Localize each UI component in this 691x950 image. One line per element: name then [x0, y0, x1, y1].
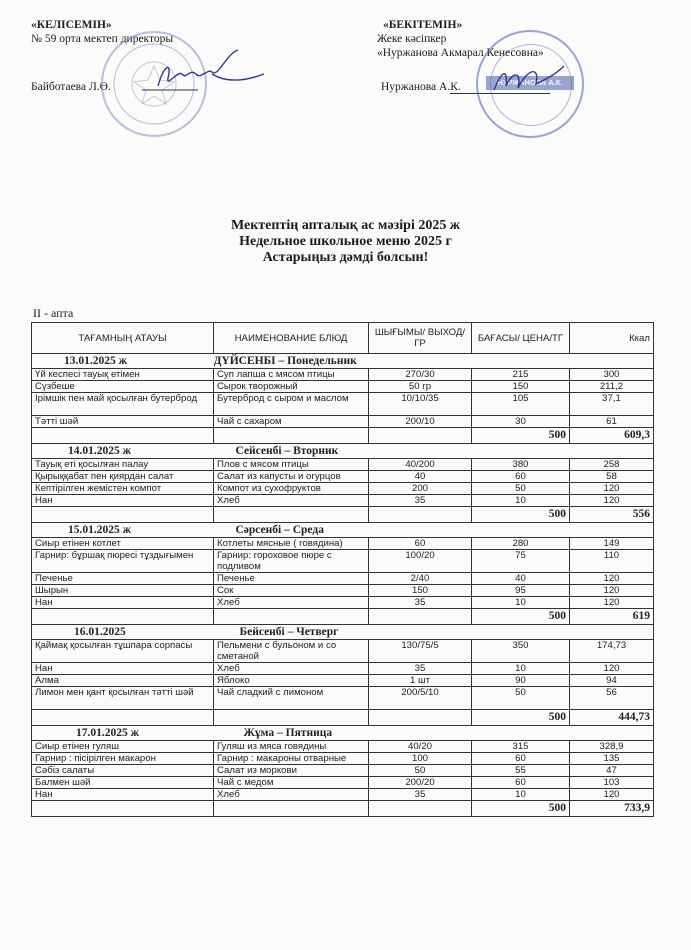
dish-kz: Нан: [32, 789, 214, 801]
dish-ru: Хлеб: [214, 495, 369, 507]
table-row: [32, 741, 654, 753]
dish-kcal: 149: [570, 538, 654, 550]
dish-output: 130/75/5: [369, 640, 472, 663]
dish-output: 200/5/10: [369, 687, 472, 710]
dish-price: 105: [472, 393, 570, 416]
day-row: [32, 354, 654, 369]
dish-kz: Алма: [32, 675, 214, 687]
dish-price: 150: [472, 381, 570, 393]
dish-ru: Сырок творожный: [214, 381, 369, 393]
table-row: [32, 640, 654, 663]
dish-kz: Ірімшік пен май қосылған бутерброд: [32, 393, 214, 416]
dish-price: 95: [472, 585, 570, 597]
table-row: [32, 777, 654, 789]
dish-price: 75: [472, 550, 570, 573]
dish-output: 1 шт: [369, 675, 472, 687]
total-row: [32, 507, 654, 523]
table-row: [32, 459, 654, 471]
dish-kcal: 120: [570, 663, 654, 675]
menu-table: [31, 322, 654, 817]
table-row: [32, 495, 654, 507]
approve-right-signer: Нуржанова А.К.: [381, 81, 461, 93]
approve-right-position: Жеке кәсіпкер: [377, 33, 447, 45]
title-wish: Астарыңыз дәмді болсын!: [262, 250, 429, 265]
dish-kcal: 47: [570, 765, 654, 777]
day-name: Сейсенбі – Вторник: [214, 444, 472, 459]
col-output: ШЫҒЫМЫ/ ВЫХОД/ГР: [369, 323, 472, 354]
dish-kcal: 135: [570, 753, 654, 765]
dish-kcal: 120: [570, 585, 654, 597]
dish-output: 200/20: [369, 777, 472, 789]
dish-output: 270/30: [369, 369, 472, 381]
dish-kz: Шырын: [32, 585, 214, 597]
dish-ru: Бутерброд с сыром и маслом: [214, 393, 369, 416]
dish-kz: Үй кеспесі тауық етімен: [32, 369, 214, 381]
dish-kcal: 120: [570, 483, 654, 495]
dish-price: 50: [472, 687, 570, 710]
dish-price: 90: [472, 675, 570, 687]
total-row: [32, 801, 654, 817]
table-row: [32, 483, 654, 495]
day-date: 14.01.2025 ж: [32, 444, 214, 459]
dish-ru: Пельмени с бульоном и со сметаной: [214, 640, 369, 663]
dish-output: 100/20: [369, 550, 472, 573]
dish-price: 350: [472, 640, 570, 663]
col-price: БАҒАСЫ/ ЦЕНА/ТГ: [472, 323, 570, 354]
dish-ru: Хлеб: [214, 597, 369, 609]
dish-kz: Балмен шәй: [32, 777, 214, 789]
dish-kcal: 300: [570, 369, 654, 381]
dish-output: 40: [369, 471, 472, 483]
dish-output: 100: [369, 753, 472, 765]
dish-price: 10: [472, 789, 570, 801]
table-row: [32, 765, 654, 777]
table-row: [32, 675, 654, 687]
total-kcal: 733,9: [570, 801, 654, 817]
day-date: 16.01.2025: [32, 625, 214, 640]
table-row: [32, 393, 654, 416]
table-row: [32, 687, 654, 710]
dish-output: 40/20: [369, 741, 472, 753]
dish-price: 215: [472, 369, 570, 381]
dish-output: 60: [369, 538, 472, 550]
dish-price: 40: [472, 573, 570, 585]
total-kcal: 556: [570, 507, 654, 523]
approve-left-position: № 59 орта мектеп директоры: [31, 33, 174, 45]
dish-ru: Яблоко: [214, 675, 369, 687]
dish-price: 60: [472, 777, 570, 789]
dish-price: 280: [472, 538, 570, 550]
total-price: 500: [472, 507, 570, 523]
dish-ru: Чай с сахаром: [214, 416, 369, 428]
dish-kcal: 174,73: [570, 640, 654, 663]
total-row: [32, 428, 654, 444]
dish-output: 35: [369, 495, 472, 507]
approve-left-signer: Байботаева Л.Ө.: [31, 81, 111, 93]
dish-kz: Тәтті шәй: [32, 416, 214, 428]
title-kz: Мектептің апталық ас мәзірі 2025 ж: [230, 218, 460, 233]
dish-ru: Сок: [214, 585, 369, 597]
dish-kcal: 120: [570, 597, 654, 609]
col-kz: ТАҒАМНЫҢ АТАУЫ: [32, 323, 214, 354]
dish-kz: Гарнир: бұршақ пюресі тұздығымен: [32, 550, 214, 573]
day-row: [32, 726, 654, 741]
total-price: 500: [472, 428, 570, 444]
table-row: [32, 381, 654, 393]
dish-price: 10: [472, 495, 570, 507]
day-row: [32, 444, 654, 459]
dish-kcal: 120: [570, 495, 654, 507]
dish-kcal: 37,1: [570, 393, 654, 416]
total-kcal: 444,73: [570, 710, 654, 726]
dish-kcal: 328,9: [570, 741, 654, 753]
dish-kcal: 58: [570, 471, 654, 483]
dish-kcal: 56: [570, 687, 654, 710]
dish-ru: Печенье: [214, 573, 369, 585]
total-row: [32, 710, 654, 726]
total-price: 500: [472, 710, 570, 726]
dish-ru: Салат из капусты и огурцов: [214, 471, 369, 483]
dish-kz: Қаймақ қосылған тұшпара сорпасы: [32, 640, 214, 663]
approve-left-title: «КЕЛІСЕМІН»: [31, 19, 112, 31]
dish-kz: Лимон мен қант қосылған тәтті шәй: [32, 687, 214, 710]
dish-kz: Нан: [32, 597, 214, 609]
dish-price: 60: [472, 753, 570, 765]
total-price: 500: [472, 801, 570, 817]
dish-kz: Тауық еті қосылған палау: [32, 459, 214, 471]
table-row: [32, 597, 654, 609]
dish-output: 35: [369, 597, 472, 609]
dish-output: 35: [369, 789, 472, 801]
dish-kcal: 120: [570, 789, 654, 801]
dish-ru: Чай сладкий с лимоном: [214, 687, 369, 710]
title-ru: Недельное школьное меню 2025 г: [239, 234, 452, 249]
total-kcal: 619: [570, 609, 654, 625]
dish-ru: Суп лапша с мясом птицы: [214, 369, 369, 381]
dish-kcal: 211,2: [570, 381, 654, 393]
dish-output: 200/10: [369, 416, 472, 428]
day-row: [32, 625, 654, 640]
dish-output: 50: [369, 765, 472, 777]
dish-kz: Сиыр етінен котлет: [32, 538, 214, 550]
day-name: Бейсенбі – Четверг: [214, 625, 472, 640]
table-row: [32, 550, 654, 573]
approve-right-title: «БЕКІТЕМІН»: [383, 19, 463, 31]
table-row: [32, 573, 654, 585]
dish-ru: Гарнир: гороховое пюре с подливом: [214, 550, 369, 573]
table-row: [32, 585, 654, 597]
dish-output: 50 гр: [369, 381, 472, 393]
dish-ru: Гуляш из мяса говядины: [214, 741, 369, 753]
dish-kz: Нан: [32, 495, 214, 507]
left-signature: [138, 44, 268, 100]
stamp-name: НУРЖАНОВА А.К.: [486, 76, 574, 90]
dish-kz: Печенье: [32, 573, 214, 585]
dish-kcal: 103: [570, 777, 654, 789]
dish-ru: Компот из сухофруктов: [214, 483, 369, 495]
table-row: [32, 369, 654, 381]
dish-ru: Чай с медом: [214, 777, 369, 789]
dish-ru: Хлеб: [214, 663, 369, 675]
dish-kz: Сәбіз салаты: [32, 765, 214, 777]
day-date: 13.01.2025 ж: [32, 354, 214, 369]
dish-price: 380: [472, 459, 570, 471]
week-label: II - апта: [33, 306, 74, 320]
dish-ru: Плов с мясом птицы: [214, 459, 369, 471]
dish-kz: Қырыққабат пен қиярдан салат: [32, 471, 214, 483]
dish-price: 50: [472, 483, 570, 495]
table-row: [32, 753, 654, 765]
table-header: [32, 323, 654, 354]
dish-kcal: 258: [570, 459, 654, 471]
approve-right-company: «Нуржанова Акмарал Кенесовна»: [377, 47, 544, 59]
col-ru: НАИМЕНОВАНИЕ БЛЮД: [214, 323, 369, 354]
dish-kcal: 110: [570, 550, 654, 573]
dish-output: 40/200: [369, 459, 472, 471]
dish-kz: Гарнир : пісірілген макарон: [32, 753, 214, 765]
dish-kz: Нан: [32, 663, 214, 675]
day-date: 15.01.2025 ж: [32, 523, 214, 538]
dish-kz: Сиыр етінен гуляш: [32, 741, 214, 753]
dish-price: 30: [472, 416, 570, 428]
dish-output: 2/40: [369, 573, 472, 585]
dish-kcal: 61: [570, 416, 654, 428]
dish-output: 200: [369, 483, 472, 495]
dish-price: 55: [472, 765, 570, 777]
dish-kcal: 94: [570, 675, 654, 687]
day-date: 17.01.2025 ж: [32, 726, 214, 741]
day-name: ДҮЙСЕНБІ – Понедельник: [214, 354, 472, 369]
dish-kz: Сүзбеше: [32, 381, 214, 393]
day-name: Жұма – Пятница: [214, 726, 472, 741]
table-row: [32, 789, 654, 801]
table-row: [32, 471, 654, 483]
dish-price: 10: [472, 597, 570, 609]
dish-kz: Кептірілген жемістен компот: [32, 483, 214, 495]
dish-kcal: 120: [570, 573, 654, 585]
dish-price: 60: [472, 471, 570, 483]
total-row: [32, 609, 654, 625]
table-row: [32, 663, 654, 675]
dish-price: 10: [472, 663, 570, 675]
col-kcal: Ккал: [570, 323, 654, 354]
dish-ru: Хлеб: [214, 789, 369, 801]
dish-output: 150: [369, 585, 472, 597]
table-row: [32, 538, 654, 550]
dish-output: 10/10/35: [369, 393, 472, 416]
total-price: 500: [472, 609, 570, 625]
dish-ru: Гарнир : макароны отварные: [214, 753, 369, 765]
dish-ru: Котлеты мясные ( говядина): [214, 538, 369, 550]
dish-ru: Салат из моркови: [214, 765, 369, 777]
dish-output: 35: [369, 663, 472, 675]
day-name: Сәрсенбі – Среда: [214, 523, 472, 538]
table-row: [32, 416, 654, 428]
day-row: [32, 523, 654, 538]
dish-price: 315: [472, 741, 570, 753]
right-signature: [488, 60, 568, 100]
total-kcal: 609,3: [570, 428, 654, 444]
